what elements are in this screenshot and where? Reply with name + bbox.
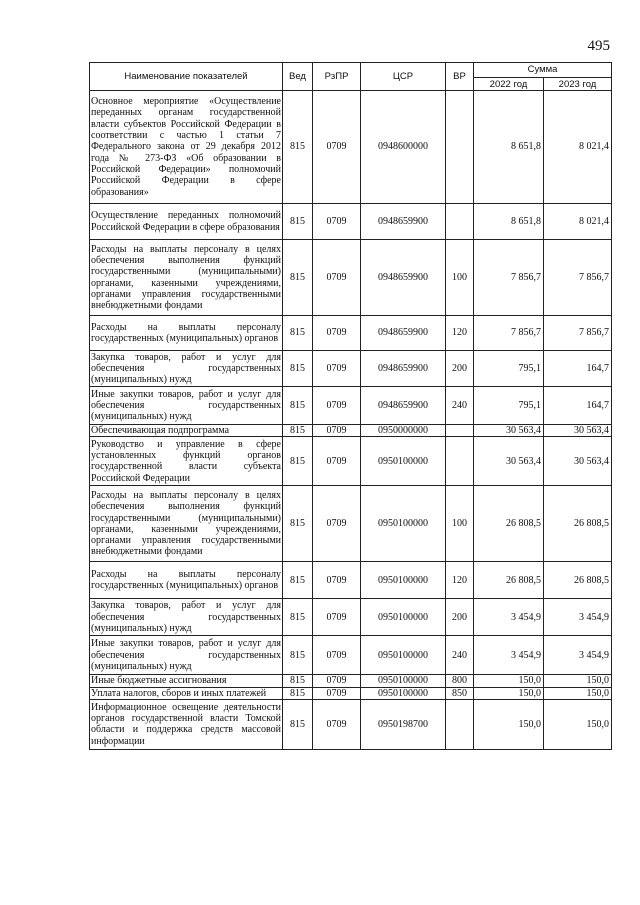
- cell-csr: 0950000000: [361, 425, 446, 437]
- cell-sum-2022: 8 651,8: [474, 204, 544, 240]
- cell-rzpr: 0709: [313, 240, 361, 316]
- cell-ved: 815: [283, 562, 313, 599]
- cell-sum-2022: 150,0: [474, 699, 544, 749]
- cell-ved: 815: [283, 675, 313, 687]
- cell-ved: 815: [283, 687, 313, 699]
- cell-rzpr: 0709: [313, 599, 361, 636]
- cell-name: Расходы на выплаты персоналу государственных (муниципальных) органов: [90, 316, 283, 351]
- cell-sum-2022: 150,0: [474, 687, 544, 699]
- cell-sum-2023: 164,7: [544, 387, 612, 425]
- cell-sum-2023: 8 021,4: [544, 204, 612, 240]
- cell-vr: 800: [446, 675, 474, 687]
- cell-name: Закупка товаров, работ и услуг для обеспечения государственных (муниципальных) нужд: [91, 600, 281, 634]
- cell-rzpr: 0709: [313, 636, 361, 675]
- table-row: [90, 687, 612, 699]
- table-row: [90, 437, 612, 486]
- cell-sum-2023: 26 808,5: [544, 486, 612, 562]
- cell-vr: 120: [446, 316, 474, 351]
- cell-vr: 100: [446, 240, 474, 316]
- cell-ved: 815: [283, 240, 313, 316]
- cell-sum-2022: 150,0: [474, 675, 544, 687]
- cell-vr: [446, 204, 474, 240]
- cell-rzpr: 0709: [313, 486, 361, 562]
- cell-ved: 815: [283, 387, 313, 425]
- cell-name: Расходы на выплаты персоналу в целях обеспечения выполнения функций государственными (муниципальными) органами, казенными учреждениями, органами управления государственными внебюджетными фондами: [90, 240, 283, 316]
- cell-ved: 815: [283, 437, 313, 486]
- cell-vr: 240: [446, 636, 474, 675]
- cell-vr: 100: [446, 486, 474, 562]
- table-row: [90, 636, 612, 675]
- cell-sum-2022: 8 651,8: [474, 91, 544, 204]
- cell-csr: 0950100000: [361, 562, 446, 599]
- cell-ved: 815: [283, 204, 313, 240]
- cell-rzpr: 0709: [313, 675, 361, 687]
- cell-sum-2023: 7 856,7: [544, 316, 612, 351]
- cell-sum-2023: 150,0: [544, 675, 612, 687]
- cell-name: Уплата налогов, сборов и иных платежей: [90, 687, 283, 699]
- table-row: [90, 675, 612, 687]
- cell-sum-2022: 3 454,9: [474, 599, 544, 636]
- cell-rzpr: 0709: [313, 91, 361, 204]
- cell-name: Информационное освещение деятельности органов государственной власти Томской области и поддержка средств массовой информации: [90, 699, 283, 749]
- cell-sum-2023: 30 563,4: [544, 437, 612, 486]
- cell-csr: 0950100000: [361, 675, 446, 687]
- cell-vr: 200: [446, 599, 474, 636]
- table-row: [90, 599, 612, 636]
- cell-sum-2022: 26 808,5: [474, 562, 544, 599]
- cell-csr: 0948659900: [361, 387, 446, 425]
- cell-name: Закупка товаров, работ и услуг для обеспечения государственных (муниципальных) нужд: [91, 351, 281, 386]
- table-row: [90, 699, 612, 749]
- cell-csr: 0948600000: [361, 91, 446, 204]
- table-row: [90, 425, 612, 437]
- header-year-2023: 2023 год: [544, 78, 612, 91]
- table-row: [90, 562, 612, 599]
- cell-csr: 0948659900: [361, 204, 446, 240]
- cell-sum-2023: 8 021,4: [544, 91, 612, 204]
- cell-ved: 815: [283, 699, 313, 749]
- cell-sum-2022: 30 563,4: [474, 425, 544, 437]
- cell-csr: 0948659900: [361, 316, 446, 351]
- cell-ved: 815: [283, 351, 313, 387]
- cell-name: Обеспечивающая подпрограмма: [90, 425, 283, 437]
- table-row: [90, 204, 612, 240]
- table-row: [90, 351, 612, 387]
- cell-csr: 0950100000: [361, 599, 446, 636]
- cell-name: Иные бюджетные ассигнования: [90, 675, 283, 687]
- cell-csr: 0950198700: [361, 699, 446, 749]
- cell-rzpr: 0709: [313, 562, 361, 599]
- cell-vr: [446, 425, 474, 437]
- header-name: Наименование показателей: [90, 63, 283, 91]
- cell-csr: 0950100000: [361, 437, 446, 486]
- cell-name: Руководство и управление в сфере установленных функций органов государственной власти субъекта Российской Федерации: [90, 437, 283, 486]
- cell-sum-2023: 150,0: [544, 687, 612, 699]
- cell-rzpr: 0709: [313, 699, 361, 749]
- cell-csr: 0948659900: [361, 240, 446, 316]
- cell-name: Осуществление переданных полномочий Российской Федерации в сфере образования: [90, 204, 283, 240]
- cell-ved: 815: [283, 425, 313, 437]
- cell-sum-2023: 7 856,7: [544, 240, 612, 316]
- cell-ved: 815: [283, 91, 313, 204]
- table-body: [90, 91, 612, 750]
- header-rzpr: РзПР: [313, 63, 361, 91]
- cell-name: Иные закупки товаров, работ и услуг для обеспечения государственных (муниципальных) нужд: [90, 387, 283, 425]
- budget-table: [89, 62, 612, 750]
- cell-vr: [446, 437, 474, 486]
- cell-rzpr: 0709: [313, 351, 361, 387]
- cell-vr: 240: [446, 387, 474, 425]
- cell-name: Расходы на выплаты персоналу государственных (муниципальных) органов: [90, 562, 283, 599]
- header-sum: Сумма: [474, 63, 612, 78]
- cell-rzpr: 0709: [313, 204, 361, 240]
- table-row: [90, 486, 612, 562]
- cell-sum-2022: 7 856,7: [474, 240, 544, 316]
- cell-vr: [446, 91, 474, 204]
- cell-csr: 0948659900: [361, 351, 446, 387]
- cell-sum-2023: 150,0: [544, 699, 612, 749]
- table-row: [90, 91, 612, 204]
- cell-vr: 120: [446, 562, 474, 599]
- cell-ved: 815: [283, 636, 313, 675]
- cell-name: Расходы на выплаты персоналу в целях обеспечения выполнения функций государственными (муниципальными) органами, казенными учреждениями, органами управления государственными внебюджетными фондами: [90, 486, 283, 562]
- cell-rzpr: 0709: [313, 316, 361, 351]
- cell-rzpr: 0709: [313, 387, 361, 425]
- cell-csr: 0950100000: [361, 486, 446, 562]
- cell-sum-2023: 30 563,4: [544, 425, 612, 437]
- cell-vr: 850: [446, 687, 474, 699]
- cell-sum-2022: 30 563,4: [474, 437, 544, 486]
- cell-name: Иные закупки товаров, работ и услуг для обеспечения государственных (муниципальных) нужд: [90, 636, 283, 675]
- cell-sum-2023: 3 454,9: [544, 636, 612, 675]
- cell-ved: 815: [283, 599, 313, 636]
- table-row: [90, 240, 612, 316]
- cell-sum-2023: 26 808,5: [544, 562, 612, 599]
- table-row: [90, 316, 612, 351]
- cell-sum-2023: 3 454,9: [544, 599, 612, 636]
- cell-sum-2022: 795,1: [474, 387, 544, 425]
- header-ved: Вед: [283, 63, 313, 91]
- table-header: [90, 63, 612, 91]
- cell-sum-2022: 795,1: [474, 351, 544, 387]
- cell-csr: 0950100000: [361, 636, 446, 675]
- header-csr: ЦСР: [361, 63, 446, 91]
- cell-sum-2023: 164,7: [544, 351, 612, 387]
- header-year-2022: 2022 год: [474, 78, 544, 91]
- cell-ved: 815: [283, 316, 313, 351]
- cell-rzpr: 0709: [313, 687, 361, 699]
- cell-sum-2022: 3 454,9: [474, 636, 544, 675]
- cell-csr: 0950100000: [361, 687, 446, 699]
- cell-rzpr: 0709: [313, 437, 361, 486]
- page-number: 495: [587, 38, 610, 54]
- cell-vr: 200: [446, 351, 474, 387]
- cell-name: Основное мероприятие «Осуществление переданных органам государственной власти субъектов Российской Федерации в соответствии с частью 1 статьи 7 Федерального закона от 29 декабря 2012 года № 273-ФЗ «Об образовании в Российской Федерации» полномочий Российской Федерации в сфере образования»: [90, 91, 283, 204]
- cell-ved: 815: [283, 486, 313, 562]
- table-row: [90, 387, 612, 425]
- cell-sum-2022: 7 856,7: [474, 316, 544, 351]
- cell-sum-2022: 26 808,5: [474, 486, 544, 562]
- cell-vr: [446, 699, 474, 749]
- header-vr: ВР: [446, 63, 474, 91]
- cell-rzpr: 0709: [313, 425, 361, 437]
